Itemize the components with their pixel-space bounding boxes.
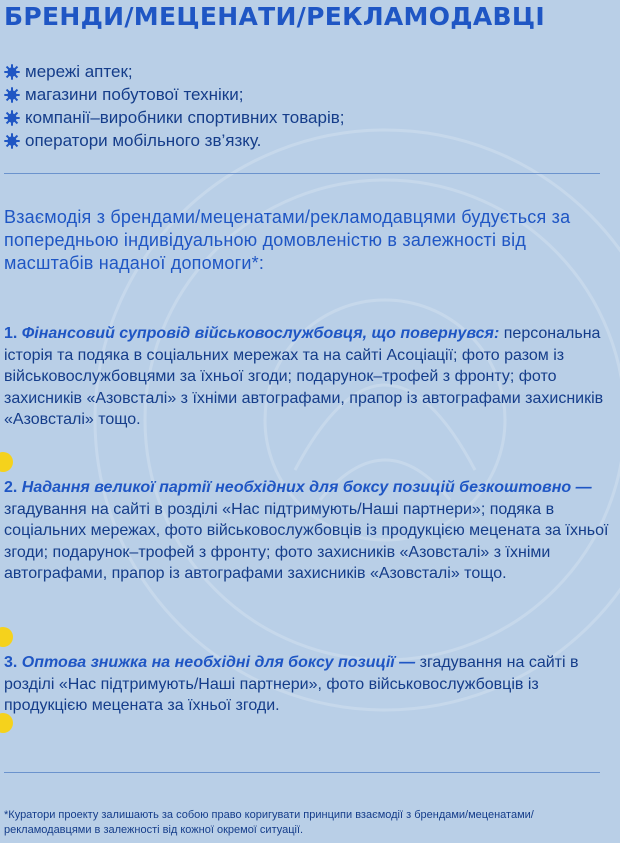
sunburst-icon [4, 87, 20, 103]
intro-paragraph: Взаємодія з брендами/меценатами/рекламодавцями будується за попередньою індивідуальною домовленістю в залежності від масштабів наданої допомоги*: [4, 207, 571, 273]
sunburst-icon [4, 64, 20, 80]
offer-text: згадування на сайті в розділі «Нас підтримують/Наші партнери»; подяка в соціальних мережах, фото військовослужбовців із продукцією мецената за їхньої згоди; подарунок–трофей з фронту; фото захисників «Азовсталі» з їхніми автографами, прапор із автографами захисників «Азовсталі» тощо. [4, 500, 609, 582]
offer-item-2 [4, 477, 610, 585]
offer-number: 2. [4, 479, 18, 496]
decorative-dot [0, 452, 13, 472]
sunburst-icon [4, 110, 20, 126]
offer-heading: Фінансовий супровід військовослужбовця, що повернувся: [21, 325, 500, 342]
offer-text: згадування на сайті в розділі «Нас підтримують/Наші партнери», фото військовослужбовців із продукцією мецената за їхньої згоди. [4, 654, 579, 714]
offer-heading: Надання великої партії необхідних для боксу позицій безкоштовно — [21, 479, 592, 496]
divider [4, 772, 600, 773]
sunburst-icon [4, 133, 20, 149]
list-item [4, 60, 344, 83]
offer-heading: Оптова знижка на необхідні для боксу позиції — [21, 654, 416, 671]
list-item-text: оператори мобільного зв’язку. [25, 130, 262, 150]
list-item [4, 129, 344, 152]
offer-item-1 [4, 323, 610, 431]
list-item-text: мережі аптек; [25, 61, 133, 81]
list-item-text: компанії–виробники спортивних товарів; [25, 107, 345, 127]
divider [4, 173, 600, 174]
decorative-dot [0, 627, 13, 647]
brand-category-list [4, 60, 344, 152]
list-item-text: магазини побутової техніки; [25, 84, 244, 104]
list-item [4, 106, 344, 129]
offer-text: персональна історія та подяка в соціальних мережах та на сайті Асоціації; фото разом із військовослужбовцями за їхньої згоди; подарунок–трофей з фронту; фото захисників «Азовсталі» з їхніми автографами, прапор із автографами захисників «Азовсталі» тощо. [4, 325, 604, 428]
list-item [4, 83, 344, 106]
footnote: *Куратори проекту залишають за собою право коригувати принципи взаємодії з брендами/меценатами/рекламодавцями в залежності від кожної окремої ситуації. [4, 809, 534, 836]
offer-number: 1. [4, 325, 18, 342]
page-title: БРЕНДИ/МЕЦЕНАТИ/РЕКЛАМОДАВЦІ [4, 2, 545, 31]
offer-number: 3. [4, 654, 18, 671]
offer-item-3 [4, 652, 610, 717]
